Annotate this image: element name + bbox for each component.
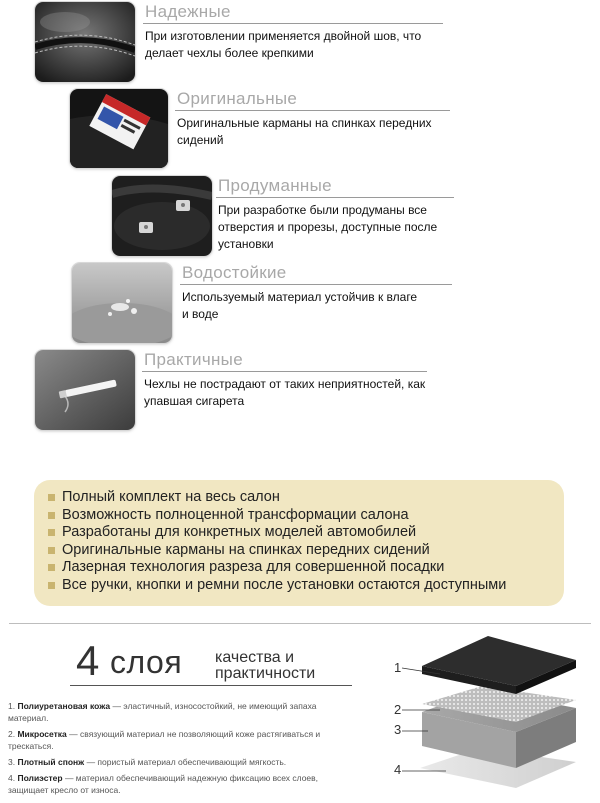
feature-title: Водостойкие [182,263,287,282]
benefits-panel [34,480,564,606]
diagram-label: 1 [394,660,402,675]
feature-rule [143,23,443,24]
feature-title: Оригинальные [177,89,298,108]
layer-text: — материал обеспечивающий надежную фиксацию всех слоев, защищает кресло от износа. [8,773,319,795]
cigarette-photo [35,350,135,430]
seat-pocket-magazine-photo [70,89,168,168]
benefit-text: Оригинальные карманы на спинках передних сидений [62,541,430,558]
feature-rule [180,284,452,285]
layer-item [8,700,358,724]
feature-text: Используемый материал устойчив к влаге и воде [182,290,418,321]
square-bullet-icon [48,582,55,589]
benefit-item [48,489,564,507]
square-bullet-icon [48,547,55,554]
stitched-leather-photo [35,2,135,82]
diagram-label: 4 [394,762,402,777]
layers-illustration [388,630,588,798]
feature-rule [142,371,427,372]
benefit-text: Все ручки, кнопки и ремни после установки остаются доступными [62,576,507,593]
feature-rule [175,110,450,111]
feature-title: Надежные [145,2,231,21]
layer-index: 1. [8,701,16,711]
benefit-item [48,507,564,525]
feature-waterproof [72,263,492,345]
benefit-item [48,542,564,560]
feature-text: Оригинальные карманы на спинках передних сидений [177,116,432,147]
benefit-text: Разработаны для конкретных моделей автомобилей [62,524,417,541]
layers-diagram [388,630,588,798]
layer-item [8,772,358,796]
seat-buttons-photo [112,176,212,256]
layers-heading-number: 4 [76,637,100,684]
benefit-item [48,559,564,577]
layer-name: Микросетка [17,729,67,739]
feature-text: При разработке были продуманы все отверстия и прорезы, доступные после установки [218,203,438,251]
feature-text: Чехлы не пострадают от таких неприятностей, как упавшая сигарета [144,377,426,408]
layer-list [8,700,358,800]
square-bullet-icon [48,512,55,519]
benefits-list [34,480,564,595]
feature-practical [35,350,455,432]
feature-thoughtful [112,176,472,258]
layer-name: Плотный спонж [17,757,85,767]
square-bullet-icon [48,494,55,501]
layers-subtitle-line: качества и [215,649,295,666]
layer-index: 4. [8,773,16,783]
feature-rule [216,197,454,198]
layer-item [8,728,358,752]
layer-index: 3. [8,757,16,767]
feature-text: При изготовлении применяется двойной шов, что делает чехлы более крепкими [145,29,422,60]
diagram-label: 3 [394,722,402,737]
layers-heading-rule [70,685,352,686]
layers-heading-word: слоя [110,644,183,680]
layer-index: 2. [8,729,16,739]
layers-heading-subtitle [215,650,315,682]
feature-reliable [35,2,455,84]
layer-text: — пористый материал обеспечивающий мягкость. [84,757,287,767]
benefit-item [48,524,564,542]
benefit-text: Лазерная технология разреза для совершенной посадки [62,559,445,576]
benefit-text: Полный комплект на весь салон [62,489,280,505]
water-drops-photo [72,263,172,343]
layer-name: Полиэстер [17,773,63,783]
layer-text: — эластичный, износостойкий, не имеющий запаха материал. [8,701,317,723]
square-bullet-icon [48,564,55,571]
benefit-text: Возможность полноценной трансформации салона [62,506,409,523]
layer-text: — связующий материал не позволяющий коже растягиваться и трескаться. [8,729,321,751]
feature-title: Практичные [144,350,243,369]
layers-subtitle-line: практичности [215,665,316,682]
layer-name: Полиуретановая кожа [17,701,111,711]
feature-title: Продуманные [218,176,332,195]
square-bullet-icon [48,529,55,536]
feature-original [70,89,490,171]
benefit-item [48,577,564,595]
diagram-label: 2 [394,702,402,717]
section-divider [9,623,591,624]
layer-item [8,756,358,768]
